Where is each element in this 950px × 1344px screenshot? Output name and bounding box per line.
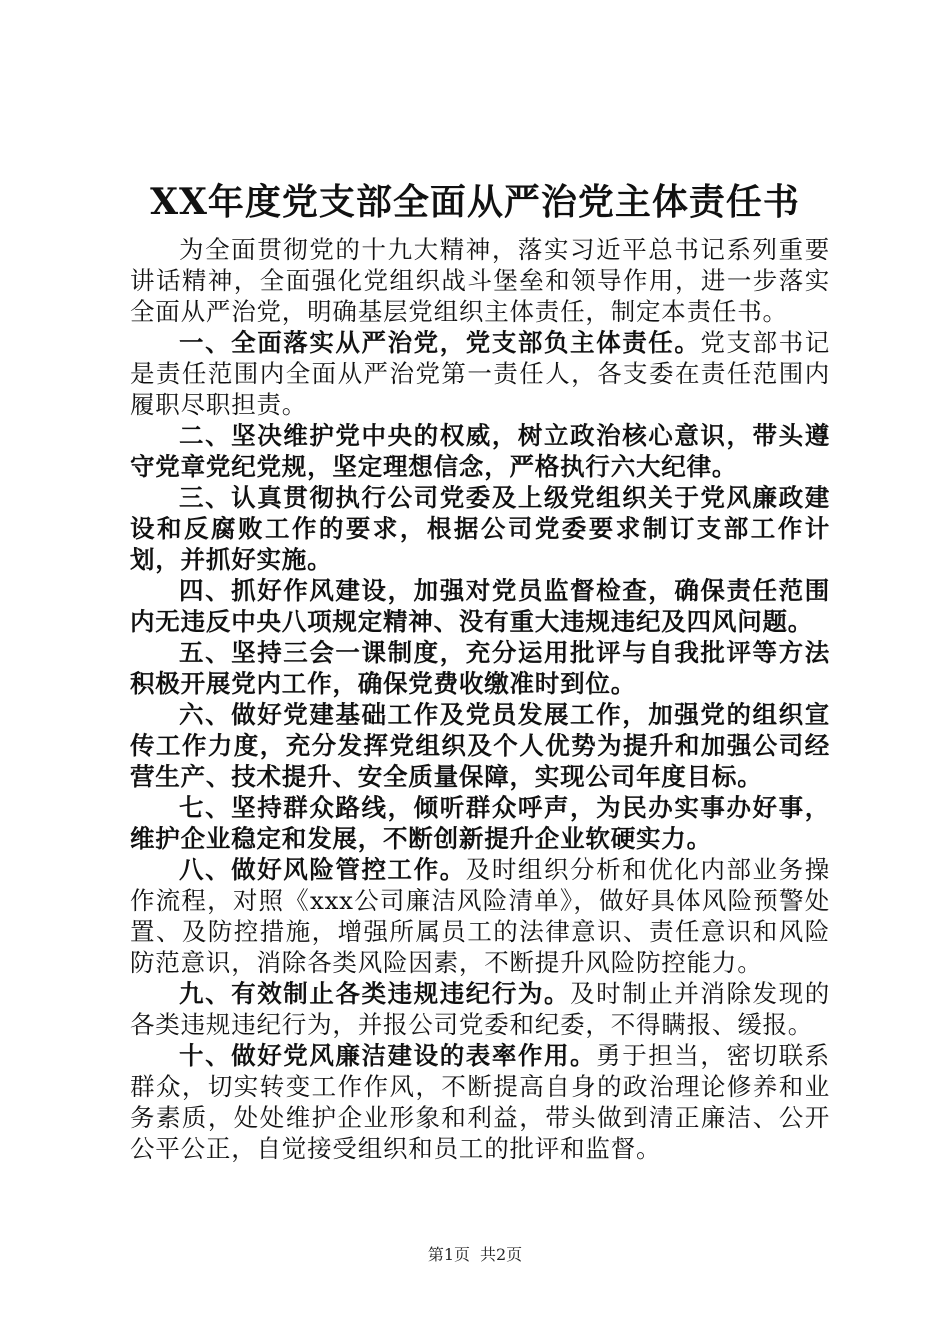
paragraph-lead: 九、有效制止各类违规违纪行为。 bbox=[179, 979, 571, 1008]
paragraph-item-8 bbox=[130, 854, 830, 978]
page-total: 共2页 bbox=[480, 1245, 523, 1264]
paragraph-text: 为全面贯彻党的十九大精神，落实习近平总书记系列重要讲话精神，全面强化党组织战斗堡垒和领导作用，进一步落实全面从严治党，明确基层党组织主体责任，制定本责任书。 bbox=[130, 235, 830, 326]
paragraph-lead: 六、做好党建基础工作及党员发展工作，加强党的组织宣传工作力度，充分发挥党组织及个人优势为提升和加强公司经营生产、技术提升、安全质量保障，实现公司年度目标。 bbox=[130, 700, 830, 791]
paragraph-lead: 一、全面落实从严治党，党支部负主体责任。 bbox=[179, 328, 701, 357]
paragraph-intro bbox=[130, 234, 830, 327]
document-title: XX年度党支部全面从严治党主体责任书 bbox=[150, 181, 800, 223]
paragraph-text: 及时组织分析和优化内部业务操作流程，对照《xxx公司廉洁风险清单》，做好具体风险预警处置、及防控措施，增强所属员工的法律意识、责任意识和风险防范意识，消除各类风险因素，不断提升风险防控能力。 bbox=[130, 855, 830, 977]
paragraph-item-6 bbox=[130, 699, 830, 792]
paragraph-item-5 bbox=[130, 637, 830, 699]
paragraph-lead: 七、坚持群众路线，倾听群众呼声，为民办实事办好事，维护企业稳定和发展，不断创新提升企业软硬实力。 bbox=[130, 793, 830, 853]
paragraph-lead: 八、做好风险管控工作。 bbox=[179, 855, 466, 884]
paragraph-text: 及时制止并消除发现的各类违规违纪行为，并报公司党委和纪委，不得瞒报、缓报。 bbox=[130, 979, 830, 1039]
paragraph-lead: 三、认真贯彻执行公司党委及上级党组织关于党风廉政建设和反腐败工作的要求，根据公司党委要求制订支部工作计划，并抓好实施。 bbox=[130, 483, 830, 574]
paragraph-item-3 bbox=[130, 482, 830, 575]
paragraph-lead: 四、抓好作风建设，加强对党员监督检查，确保责任范围内无违反中央八项规定精神、没有重大违规违纪及四风问题。 bbox=[130, 576, 830, 636]
paragraph-item-10 bbox=[130, 1040, 830, 1164]
paragraph-item-7 bbox=[130, 792, 830, 854]
paragraph-item-9 bbox=[130, 978, 830, 1040]
paragraph-text: 党支部书记是责任范围内全面从严治党第一责任人，各支委在责任范围内履职尽职担责。 bbox=[130, 328, 831, 419]
paragraph-text: 勇于担当，密切联系群众，切实转变工作作风，不断提高自身的政治理论修养和业务素质，处处维护企业形象和利益，带头做到清正廉洁、公开公平公正，自觉接受组织和员工的批评和监督。 bbox=[130, 1041, 830, 1163]
paragraph-item-4 bbox=[130, 575, 830, 637]
paragraph-lead: 十、做好党风廉洁建设的表率作用。 bbox=[179, 1041, 597, 1070]
page-footer bbox=[0, 1244, 950, 1266]
paragraph-item-2 bbox=[130, 420, 830, 482]
page-number: 第1页 bbox=[427, 1245, 470, 1264]
document-body bbox=[130, 234, 830, 1164]
paragraph-lead: 二、坚决维护党中央的权威，树立政治核心意识，带头遵守党章党纪党规，坚定理想信念，严格执行六大纪律。 bbox=[130, 421, 830, 481]
paragraph-lead: 五、坚持三会一课制度，充分运用批评与自我批评等方法积极开展党内工作，确保党费收缴准时到位。 bbox=[130, 638, 830, 698]
paragraph-item-1 bbox=[130, 327, 830, 420]
